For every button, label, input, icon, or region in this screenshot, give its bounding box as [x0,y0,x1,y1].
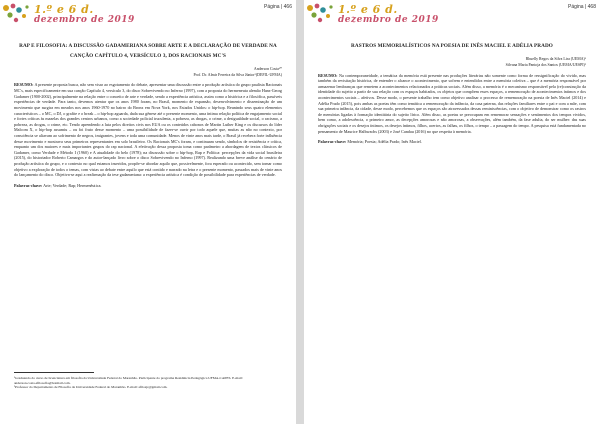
author-name: Anderson Costa¹* [253,66,282,71]
article-title: RASTROS MEMORIALÍSTICOS NA POESIA DE INÊS MACIEL E ADÉLIA PRADO [351,43,553,49]
author-block [318,57,586,69]
event-dates-line1: 1.º e 6 d. [338,2,398,16]
document-page-right [304,0,600,424]
page-gutter [296,0,304,424]
event-header [304,0,600,30]
event-header [0,0,296,30]
keywords-text: Arte; Verdade; Rap; Hermenêutica. [43,182,102,188]
event-logo-text [338,3,456,25]
page-number: Página | 466 [264,4,292,10]
event-dates-line1: 1.º e 6 d. [34,2,94,16]
footnote-1: ¹Graduando do curso de licenciatura em filosofia da Universidade Federal do Maranhão. Participante do programa Residência Pedagógica UFMA-CAPES. E-mail: anderson.costa.afilosofia@hotmail.com. [14,376,243,385]
article-right [318,42,586,144]
abstract-label: RESUMO: [318,72,338,78]
event-dates-line2: dezembro de 2019 [34,14,135,25]
event-dates-line2: dezembro de 2019 [338,14,439,25]
abstract-text: A presente proposta busca, não sem visar ao esgotamento do debate, apresentar uma discussão entre a produção artística do grupo paulista Racionais MC's, mais especificamente em sua canção Capítulo 4, versículo 3, do disco Sobrevivendo no Inferno (1997), com a proposta do hermeneuta alemão Hans-Georg Gadamer (1900-2002), principalmente na relação entre o conceito de arte e verdade, sendo a experiência artística, assim como a histórica e a filosófica, passíveis experiências de verdade. Para tanto, devemos atentar que os anos 1980 foram, no Brasil, momento de expansão, desenvolvimento e disseminação de um movimento que surgira em meados nos anos 1960-1970 no bairro do Bronx em Nova York, nos Estados Unidos: o hip-hop. Reunindo seus quatro elementos característicos – o MC, o DJ, o grafite e o break – o hip-hop aguarda, dada sua gênese até o presente momento, uma íntima relação política de engajamento social e fortes críticas às mazelas dos grandes centros urbanos, como a sociedade policial truculenta, a pobreza, as drogas, o crime, a desigualdade social, o racismo, a pobreza, as drogas, o crime, etc. Tendo aprendendo a luta pelos direitos civis nos EUA ou os conteúdos cabonos de Martin Luther King e os discursos do líder Malcom X, o hip-hop assumiu – ou foi fruto desse momento – uma possibilidade de fazer-se ouvir por todo aquele que, muitas as não no contexto, por consciência se aliavam ao sofrimento de negros, imigrantes, jovens e toda uma comunidade. Menos de vinte anos mais tarde, o Brasil já recebera forte influência desse movimento e mostrava seus primeiros representantes em solo brasileiro. Os Racionais MC's foram, e continuam sendo, símbolos de resistência e crítica, enquanto um dos maiores e mais importantes grupos do rap nacional. A efetivação dessa proposta toma como parâmetro a abordagem de textos clássicos de Gadamer, como Verdade e Método I (1960) e A atualidade do belo (1978); na discussão sobre o hip-hop, Rap e Política: percepções da vida social brasileira (2015), do historiador Roberto Camargos e do autor-lançado livro sobre o disco Sobrevivendo no Inferno (1997). Realizando uma breve análise do cenário de produção artística do grupo, e o contexto no qual estamos inseridos, propõe-se abordar aquilo que, possivelmente, fora esperado ou acontecido, sem tornar como objetivo a exploração de todos o temas, com vistas ao debate entre aquilo que está contido e narrado na letra e o presente momento, passados mais de vinte anos do lançamento do disco. Objetiva-se aqui a reafirmação da tese gadameriana: a experiência artística é condição de possibilidade para experiências de verdade. [14,82,282,178]
keywords-label: Palavras-chave: [14,182,43,188]
footnotes [14,372,282,390]
author-block [14,67,282,79]
event-logo-icon [0,0,32,28]
advisor-name: Prof. Dr. Almir Ferreira da Silva Júnior²(DEFIL-UFMA) [193,72,282,77]
keywords [318,139,586,144]
advisor-name: Silvana Maria Pantoja dos Santos (UEMA/UESPI)² [505,62,586,67]
abstract-text: Na contemporaneidade, a temática da memória está presente nas produções literárias não somente como forma de ressignificação do vivido, mas também da revisitação histórica, de entender o alcance o acontecimento, que sofrem e entendidos entre a memória coletiva – que é a memória responsável por armazenar lembranças que remetem a acontecimentos relacionados a práticas sociais. Além disso, a memória é o mecanismo responsável pela (re)construção da identidade do sujeito a partir de sua relação com os espaços habitados, os objetos que compõem esses espaços, a rememoração de acontecimentos íntimos e dos acontecimentos sociais – afetivos. Desse modo, o presente trabalho tem como objetivo analisar o processo de rememoração na poesia de Inês Maciel (2014) e Adélia Prado (2015), pois ambas as poetas têm como temática a rememoração da infância, da casa paterna, das relações familiares entre o pai e com a mãe, com sua primeira infância, da cidade, desse modo, percebemos que os espaços são atravessados dessas reminiscências, com o objetivo de demonstrar como os rastros de memórias ligadas à formação identitária do sujeito lírico. Além disso, as poetas se preocupam em rememorar sensações e sentimentos dos tempos vividos, bem como, a adolescência, o primeiro amor, as decepções amorosas e não amorosas, a observações, além também, da fase adulta, do ser mulher: das suas obrigações sociais e os desejos íntimos, os desejos íntimos, filhos, acertos, as falhas, os filhos, o tempo – a passagem do tempo. A pesquisa está fundamentada no pensamento de Maurice Halbwachs (2003) e José Candau (2016) no que respeita à memória. [318,72,586,134]
abstract-label: RESUMO: [14,82,34,88]
event-logo-icon [304,0,336,28]
keywords-text: Memória; Poesia; Adélia Prado; Inês Maciel. [347,139,422,145]
document-page-left [0,0,296,424]
keywords [14,183,282,188]
footnote-2: ²Professor do Departamento de Filosofia da Universidade Federal do Maranhão. E-mail: afilosjr@gmail.com. [14,385,168,390]
page-number: Página | 468 [568,4,596,10]
keywords-label: Palavras-chave: [318,139,347,145]
abstract [14,82,282,177]
abstract [318,73,586,135]
footnote-rule [14,372,94,373]
article-left [14,42,282,188]
article-title: RAP E FILOSOFIA: A DISCUSSÃO GADAMERIANA SOBRE ARTE E A DECLARAÇÃO DE VERDADE NA CANÇÃO CAPÍTULO 4, VERSÍCULO 3, DOS RACIONAIS MC'S [19,43,277,59]
author-name: Rhuelly Regos da Silva Lira (UEMA)¹ [525,56,586,61]
event-logo-text [34,3,152,25]
